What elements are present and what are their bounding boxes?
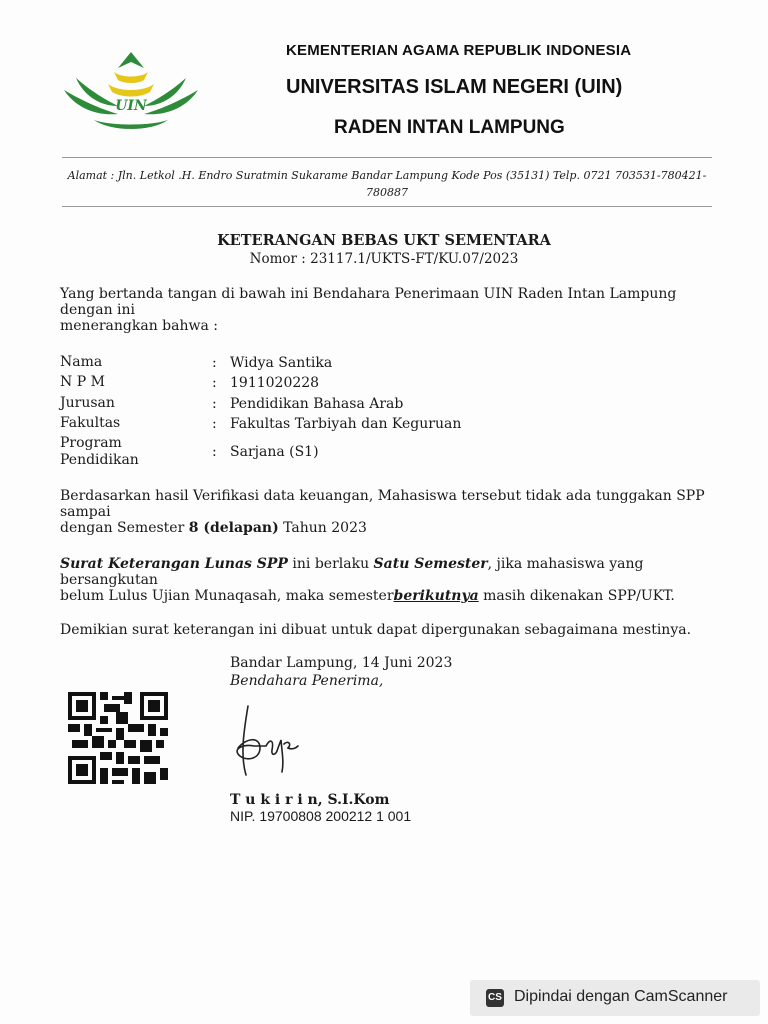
field-colon: : bbox=[212, 396, 217, 412]
intro-paragraph bbox=[60, 286, 710, 334]
intro-line-1: Yang bertanda tangan di bawah ini Bendahara Penerimaan UIN Raden Intan Lampung bbox=[60, 286, 677, 302]
validity-line-1: Surat Keterangan Lunas SPP ini berlaku Satu Semester, jika mahasiswa yang bbox=[60, 556, 644, 572]
signature-image bbox=[226, 700, 306, 780]
validity-line-2: bersangkutan bbox=[60, 572, 158, 588]
camscanner-icon: CS bbox=[486, 989, 504, 1007]
validity-paragraph bbox=[60, 556, 710, 604]
field-label-npm: N P M bbox=[60, 374, 105, 390]
verification-line-2: sampai bbox=[60, 504, 111, 520]
header-divider-bottom bbox=[62, 206, 712, 207]
field-value-jurusan: Pendidikan Bahasa Arab bbox=[230, 396, 404, 412]
field-label-fakultas: Fakultas bbox=[60, 415, 121, 431]
signer-role: Bendahara Penerima, bbox=[230, 673, 384, 689]
next-semester-emphasis: berikutnya bbox=[393, 588, 479, 604]
address bbox=[62, 167, 712, 201]
field-colon: : bbox=[212, 355, 217, 371]
address-line-1: Alamat : Jln. Letkol .H. Endro Suratmin Sukarame Bandar Lampung Kode Pos (35131) Telp. 0721 703531-780421- bbox=[67, 169, 707, 182]
ministry-title: KEMENTERIAN AGAMA REPUBLIK INDONESIA bbox=[286, 42, 632, 59]
camscanner-badge bbox=[470, 980, 760, 1016]
field-label-pendidikan: Pendidikan bbox=[60, 452, 139, 468]
campus-title: RADEN INTAN LAMPUNG bbox=[334, 117, 565, 138]
field-label-nama: Nama bbox=[60, 354, 103, 370]
verification-line-1: Berdasarkan hasil Verifikasi data keuangan, Mahasiswa tersebut tidak ada tunggakan SPP bbox=[60, 488, 705, 504]
intro-line-2: dengan ini bbox=[60, 302, 136, 318]
field-value-npm: 1911020228 bbox=[230, 375, 320, 391]
verification-paragraph bbox=[60, 488, 710, 536]
field-label-program: Program bbox=[60, 435, 122, 451]
university-title: UNIVERSITAS ISLAM NEGERI (UIN) bbox=[286, 76, 623, 98]
field-label-jurusan: Jurusan bbox=[60, 395, 115, 411]
field-colon: : bbox=[212, 375, 217, 391]
camscanner-text: Dipindai dengan CamScanner bbox=[514, 988, 728, 1005]
field-value-fakultas: Fakultas Tarbiyah dan Keguruan bbox=[230, 416, 462, 432]
header-divider-top bbox=[62, 157, 712, 158]
field-value-program: Sarjana (S1) bbox=[230, 444, 319, 460]
field-colon: : bbox=[212, 444, 217, 460]
document-number: Nomor : 23117.1/UKTS-FT/KU.07/2023 bbox=[249, 251, 519, 267]
qr-code-icon bbox=[68, 692, 168, 784]
signer-nip: NIP. 19700808 200212 1 001 bbox=[230, 808, 412, 824]
field-value-nama: Widya Santika bbox=[230, 355, 333, 371]
signer-name: T u k i r i n, S.I.Kom bbox=[230, 792, 390, 808]
document-title: KETERANGAN BEBAS UKT SEMENTARA bbox=[217, 232, 551, 249]
semester-emphasis: 8 (delapan) bbox=[188, 520, 279, 536]
intro-line-3: menerangkan bahwa : bbox=[60, 318, 218, 334]
validity-line-3: belum Lulus Ujian Munaqasah, maka semesterberikutnya masih dikenakan SPP/UKT. bbox=[60, 588, 675, 604]
uin-logo-icon bbox=[56, 48, 206, 134]
place-date: Bandar Lampung, 14 Juni 2023 bbox=[230, 655, 453, 671]
logo-text: UIN bbox=[115, 98, 147, 114]
closing-paragraph: Demikian surat keterangan ini dibuat untuk dapat dipergunakan sebagaimana mestinya. bbox=[60, 622, 692, 638]
verification-line-3: dengan Semester 8 (delapan) Tahun 2023 bbox=[60, 520, 367, 536]
field-colon: : bbox=[212, 416, 217, 432]
address-line-2: 780887 bbox=[366, 186, 408, 199]
